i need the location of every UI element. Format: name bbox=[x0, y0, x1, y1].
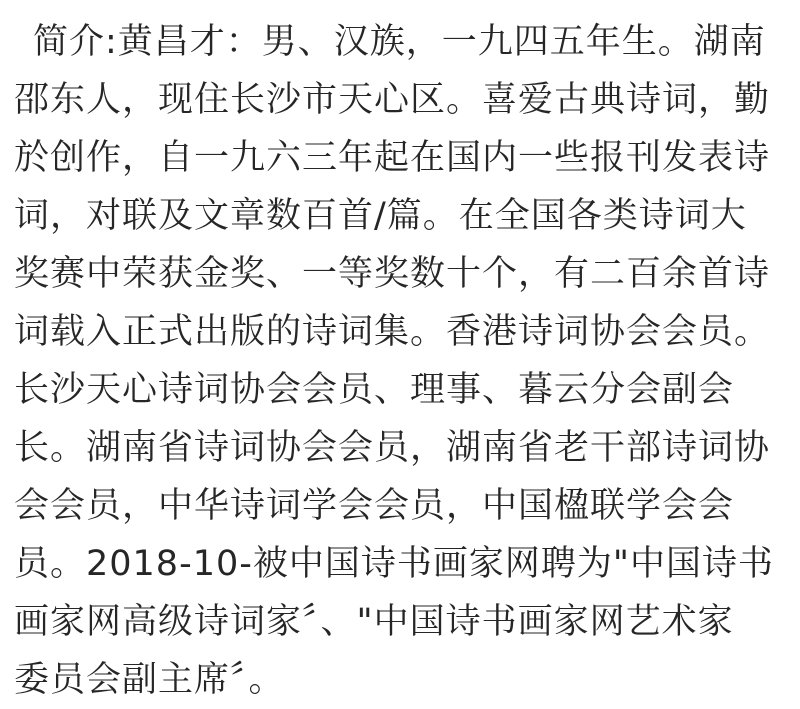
text-line: 奖赛中荣获金奖、一等奖数十个，有二百余首诗 bbox=[14, 254, 771, 294]
text-line: 词载入正式出版的诗词集。香港诗词协会会员。 bbox=[14, 312, 771, 352]
text-line: 员。2018-10-被中国诗书画家网聘为"中国诗书 bbox=[14, 544, 774, 584]
text-line: 长沙天心诗词协会会员、理事、暮云分会副会 bbox=[14, 370, 735, 410]
text-line: 长。湖南省诗词协会会员，湖南省老干部诗词协 bbox=[14, 428, 771, 468]
text-line: 画家网高级诗词家〞、"中国诗书画家网艺术家 bbox=[14, 602, 734, 642]
text-line: 简介:黄昌才：男、汉族，一九四五年生。湖南 bbox=[33, 22, 766, 62]
text-line: 邵东人，现住长沙市天心区。喜爱古典诗词，勤 bbox=[14, 80, 771, 120]
text-line: 词，对联及文章数百首/篇。在全国各类诗词大 bbox=[14, 196, 747, 236]
text-line: 委员会副主席〞。 bbox=[14, 660, 285, 700]
text-line: 会会员，中华诗词学会会员，中国楹联学会会 bbox=[14, 486, 735, 526]
text-line: 於创作，自一九六三年起在国内一些报刊发表诗 bbox=[14, 138, 771, 178]
